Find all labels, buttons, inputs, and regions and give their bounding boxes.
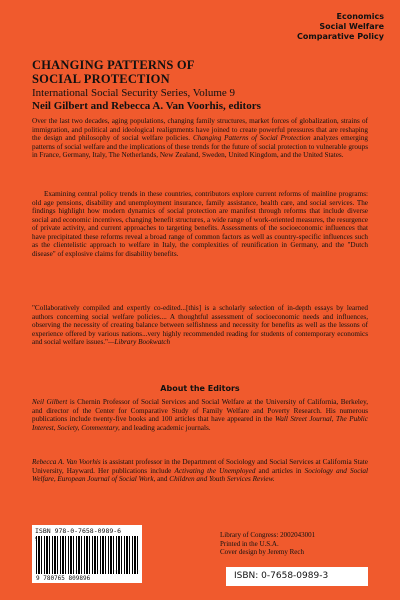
- editor-bio-van-voorhis: Rebecca A. Van Voorhis is assistant professor in the Department of Sociology and Social Services at California State University, Hayward. Her publications include Activating the Unemployed and articles in Sociology and Social Welfare, European Journal of Social Work, and Children and Youth Services Review.: [32, 458, 368, 484]
- editor-bio-gilbert: Neil Gilbert is Chernin Professor of Social Services and Social Welfare at the University of California, Berkeley, and director of the Center for Comparative Study of Family Welfare and Poverty Research. His numerous publications include twenty-five books and 100 articles that have appeared in the Wall Street Journal, The Public Interest, Society, Commentary, and leading academic journals.: [32, 398, 368, 432]
- cover-design-credit: Cover design by Jeremy Rech: [220, 548, 304, 556]
- description-paragraph-1: Over the last two decades, aging populations, changing family structures, market forces of globalization, strains of immigration, and political and ideological realignments have joined to create powerful pressures that are reshaping the design and philosophy of social welfare policies. Changing Patterns of Social Protection analyzes emerging patterns of social welfare and the implications of these trends for the future of social protection to vulnerable groups in France, Germany, Italy, The Netherlands, New Zealand, Sweden, United Kingdom, and the United States.: [32, 117, 369, 160]
- printed-in: Printed in the U.S.A.: [220, 539, 279, 548]
- review-source: —Library Bookwatch: [107, 338, 171, 347]
- editors-line: Neil Gilbert and Rebecca A. Van Voorhis, editors: [32, 100, 261, 112]
- about-editors-heading: About the Editors: [160, 384, 240, 393]
- barcode-bars: [36, 536, 138, 574]
- subject-social-welfare: Social Welfare: [319, 22, 384, 31]
- book-title: [32, 58, 195, 86]
- subject-economics: Economics: [336, 12, 384, 21]
- isbn-label: ISBN: 0-7658-0989-3: [226, 567, 368, 586]
- series-name: International Social Security Series, Volume 9: [32, 87, 236, 99]
- publication-info: [220, 531, 315, 557]
- library-of-congress: Library of Congress: 2002043001: [220, 531, 316, 539]
- barcode-isbn: ISBN 978-0-7658-0989-6: [35, 527, 142, 543]
- subject-comparative-policy: Comparative Policy: [297, 32, 384, 41]
- book-title-line-1: CHANGING PATTERNS OF: [32, 58, 195, 72]
- book-title-inline: Changing Patterns of Social Protection: [192, 134, 311, 143]
- description-paragraph-2: Examining central policy trends in these countries, contributors explore current reforms of mainline programs: old age pensions, disability and unemployment insurance, family assistance, health care, and social services. The findings highlight how modern dynamics of social protection are manifest through reforms that include diverse social and economic incentives, changing benefit structures, a wide range of work-oriented measures, the resurgence of private activity, and current approaches to targeting benefits. Assessments of the socioeconomic influences that have precipitated these reforms reveal a broad range of common factors as well as country-specific influences such as the clientelistic approach to welfare in Italy, the complexities of reunification in Germany, and the "Dutch disease" of explosive claims for disability benefits.: [32, 190, 368, 258]
- barcode: [32, 525, 142, 583]
- book-title-line-2: SOCIAL PROTECTION: [32, 72, 170, 86]
- subject-categories: [297, 12, 384, 42]
- barcode-digits: 9 780765 809896: [36, 575, 91, 582]
- review-quote: "Collaboratively compiled and expertly co-edited...[this] is a scholarly selection of in-depth essays by learned authors concerning social welfare policies.... A thoughtful assessment of socioeconomic needs and influences, observing the necessity of creating balance between selfishness and necessity for benefits as well as the lessons of experience offered by various nations...very highly recommended reading for students of contemporary economics and social welfare issues."—Library Bookwatch: [32, 304, 368, 347]
